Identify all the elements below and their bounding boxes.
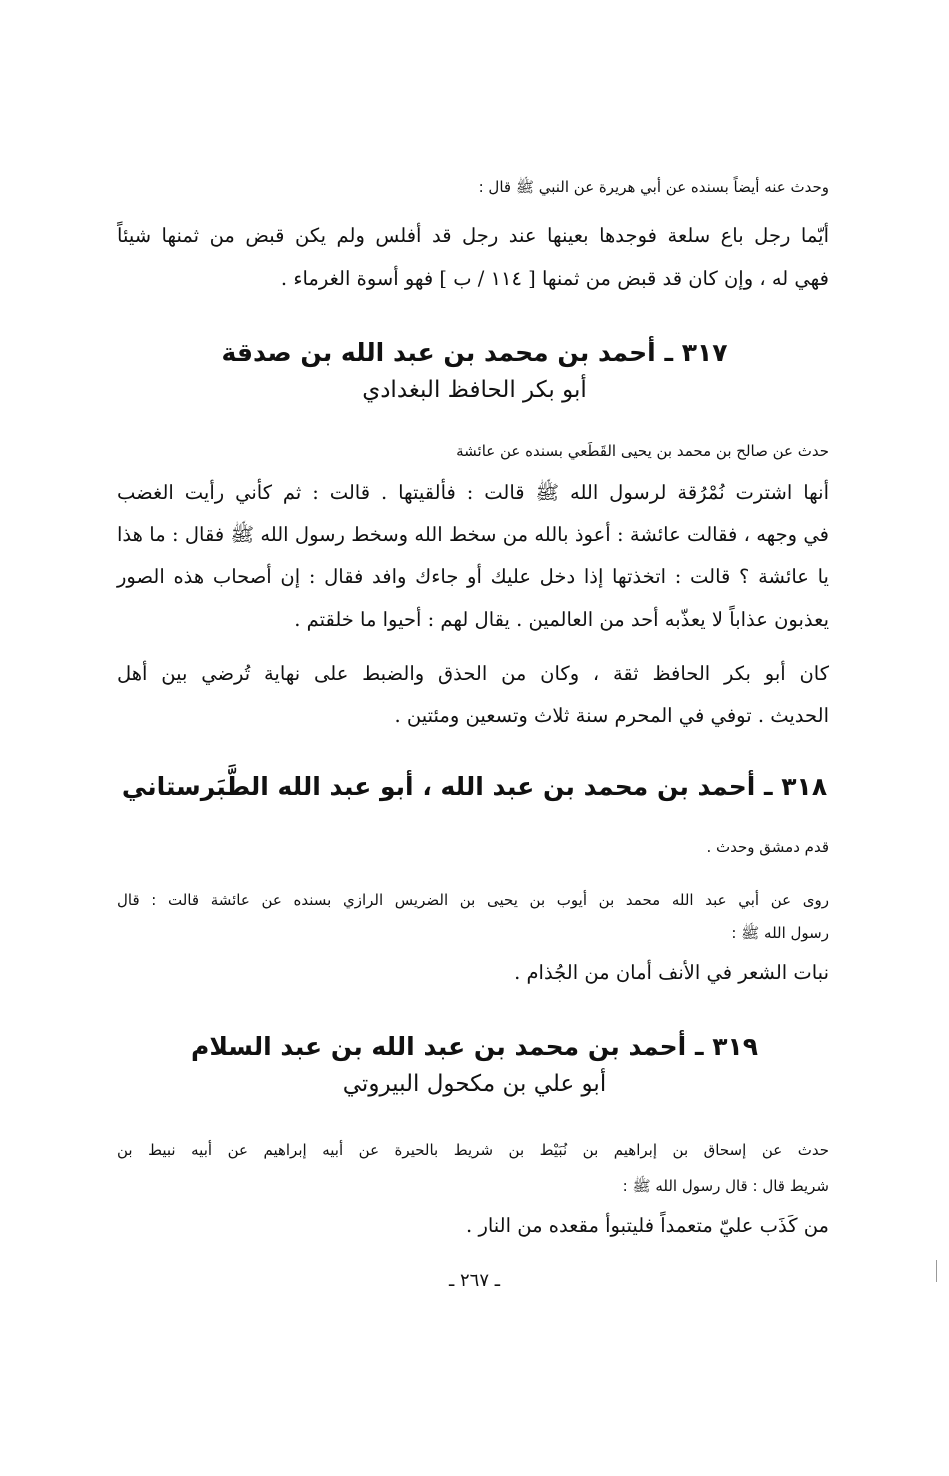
entry-319-isnad-line-1: حدث عن إسحاق بن إبراهيم بن نُبَيْط بن شريط بالحيرة عن أبيه إبراهيم عن أبيه نبيط بن xyxy=(117,1141,829,1159)
entry-318-hadith: نبات الشعر في الأنف أمان من الجُذام . xyxy=(514,961,829,984)
entry-318-note: قدم دمشق وحدث . xyxy=(706,838,829,856)
entry-317-isnad: حدث عن صالح بن محمد بن يحيى القَطَعي بسنده عن عائشة xyxy=(456,442,829,460)
intro-line-2: فهي له ، وإن كان قد قبض من ثمنها [ ١١٤ / ب ] فهو أسوة الغرماء . xyxy=(280,267,829,290)
entry-318-isnad-line-1: روى عن أبي عبد الله محمد بن أيوب بن يحيى بن الضريس الرازي بسنده عن عائشة قالت : قال xyxy=(117,891,829,909)
entry-319-isnad-line-2: شريط قال : قال رسول الله ﷺ : xyxy=(622,1177,829,1195)
entry-319-hadith: من كَذَب عليّ متعمداً فليتبوأ مقعده من النار . xyxy=(466,1214,829,1237)
intro-isnad: وحدث عنه أيضاً بسنده عن أبي هريرة عن النبي ﷺ قال : xyxy=(478,178,829,196)
margin-mark xyxy=(936,1260,937,1282)
entry-318-isnad-line-2: رسول الله ﷺ : xyxy=(731,924,829,942)
entry-318-title: ٣١٨ ـ أحمد بن محمد بن عبد الله ، أبو عبد الله الطَّبَرستاني xyxy=(121,772,828,801)
intro-line-1: أيّما رجل باع سلعة فوجدها بعينها عند رجل قد أفلس ولم يكن قبض من ثمنها شيئاً xyxy=(117,224,829,247)
entry-317-bio-line-1: كان أبو بكر الحافظ ثقة ، وكان من الحذق والضبط على نهاية تُرضي بين أهل xyxy=(117,662,829,685)
page-number: ـ ٢٦٧ ـ xyxy=(448,1270,500,1291)
entry-317-hadith-line-1: أنها اشترت نُمْرُقة لرسول الله ﷺ قالت : فألقيتها . قالت : ثم كأني رأيت الغضب xyxy=(117,481,829,504)
entry-319-subtitle: أبو علي بن مكحول البيروتي xyxy=(342,1071,607,1097)
entry-317-hadith-line-4: يعذبون عذاباً لا يعذّبه أحد من العالمين . يقال لهم : أحيوا ما خلقتم . xyxy=(294,608,829,631)
entry-317-subtitle: أبو بكر الحافظ البغدادي xyxy=(362,377,587,403)
entry-317-title: ٣١٧ ـ أحمد بن محمد بن عبد الله بن صدقة xyxy=(221,338,728,367)
entry-317-hadith-line-3: يا عائشة ؟ قالت : اتخذتها إذا دخل عليك أو جاءك وافد فقال : إن أصحاب هذه الصور xyxy=(117,565,829,588)
entry-319-title: ٣١٩ ـ أحمد بن محمد بن عبد الله بن عبد السلام xyxy=(191,1032,758,1061)
entry-317-bio-line-2: الحديث . توفي في المحرم سنة ثلاث وتسعين ومئتين . xyxy=(394,704,829,727)
entry-317-hadith-line-2: في وجهه ، فقالت عائشة : أعوذ بالله من سخط الله وسخط رسول الله ﷺ فقال : ما هذا xyxy=(117,523,829,546)
